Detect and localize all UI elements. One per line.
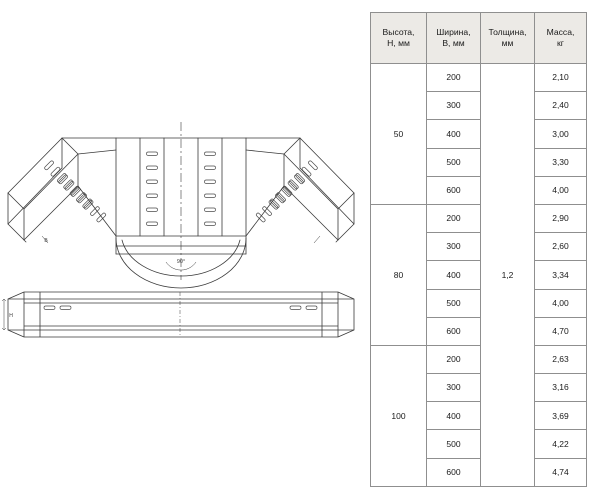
column-header-height-line1: Высота, <box>382 27 415 38</box>
cell-width: 400 <box>427 402 481 430</box>
cell-mass: 3,16 <box>535 374 587 402</box>
cell-width: 200 <box>427 204 481 232</box>
angle-label: 90° <box>176 259 186 265</box>
column-header-mass-line2: кг <box>557 38 564 48</box>
column-header-height <box>371 13 427 64</box>
height-label: H <box>9 313 13 319</box>
column-header-mass <box>535 13 587 64</box>
cell-mass: 2,63 <box>535 345 587 373</box>
table-row <box>371 204 587 232</box>
width-label-left: B <box>44 238 48 244</box>
table-header <box>371 13 587 64</box>
cell-width: 400 <box>427 120 481 148</box>
cell-width: 500 <box>427 289 481 317</box>
cell-width: 500 <box>427 430 481 458</box>
cell-width: 300 <box>427 233 481 261</box>
cell-width: 200 <box>427 64 481 92</box>
column-header-height-line2: H, мм <box>387 38 410 48</box>
column-header-mass-line1: Масса, <box>546 27 575 38</box>
cell-width: 300 <box>427 374 481 402</box>
table-row <box>371 345 587 373</box>
column-header-thickness-line2: мм <box>501 38 514 48</box>
cell-mass: 3,34 <box>535 261 587 289</box>
column-header-width <box>427 13 481 64</box>
cell-width: 300 <box>427 92 481 120</box>
cell-mass: 3,69 <box>535 402 587 430</box>
cell-mass: 3,30 <box>535 148 587 176</box>
table-header-row <box>371 13 587 64</box>
cell-mass: 4,00 <box>535 176 587 204</box>
cell-mass: 2,40 <box>535 92 587 120</box>
cell-width: 500 <box>427 148 481 176</box>
cell-mass: 2,90 <box>535 204 587 232</box>
cell-width: 400 <box>427 261 481 289</box>
cell-height-100: 100 <box>371 345 427 486</box>
cell-mass: 4,00 <box>535 289 587 317</box>
cell-thickness: 1,2 <box>481 64 535 487</box>
column-header-thickness-line1: Толщина, <box>488 27 527 38</box>
cell-mass: 4,22 <box>535 430 587 458</box>
cell-width: 600 <box>427 458 481 486</box>
column-header-width-line2: B, мм <box>442 38 465 48</box>
cell-mass: 2,10 <box>535 64 587 92</box>
cell-width: 600 <box>427 317 481 345</box>
cell-mass: 2,60 <box>535 233 587 261</box>
table-row <box>371 64 587 92</box>
specification-table <box>370 12 587 487</box>
column-header-width-line1: Ширина, <box>436 27 471 38</box>
column-header-thickness <box>481 13 535 64</box>
cell-height-50: 50 <box>371 64 427 205</box>
cell-width: 200 <box>427 345 481 373</box>
cell-mass: 3,00 <box>535 120 587 148</box>
cell-width: 600 <box>427 176 481 204</box>
cell-mass: 4,70 <box>535 317 587 345</box>
table-body <box>371 64 587 487</box>
cell-height-80: 80 <box>371 204 427 345</box>
cell-mass: 4,74 <box>535 458 587 486</box>
height-dimension <box>2 299 6 330</box>
